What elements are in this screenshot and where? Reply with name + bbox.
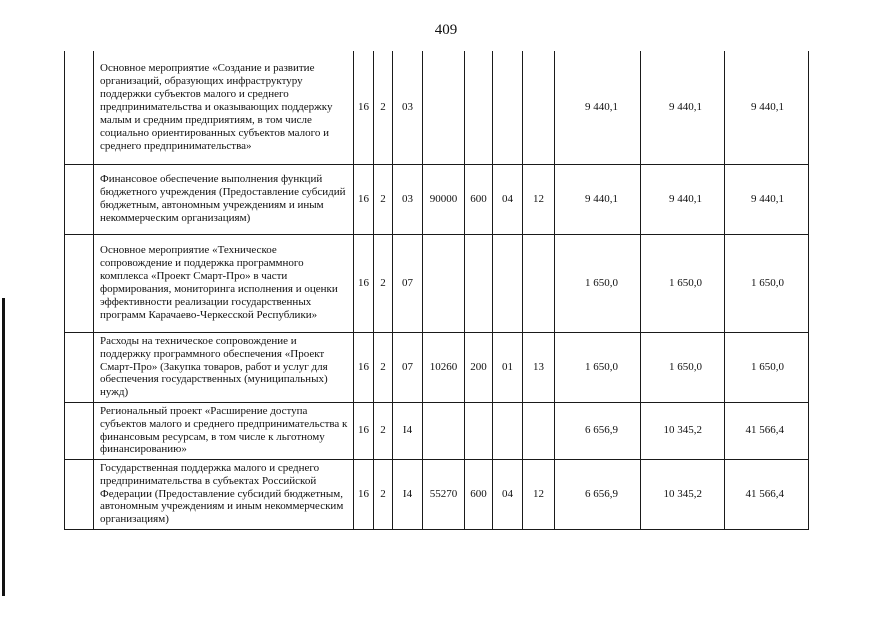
table-row [65,402,809,459]
code-cell: 2 [374,332,393,402]
amount-cell: 9 440,1 [555,164,641,234]
amount-cell: 9 440,1 [555,51,641,164]
code-cell: 03 [393,164,423,234]
code-cell [423,402,465,459]
code-cell: 12 [523,459,555,529]
code-cell: 2 [374,459,393,529]
amount-cell: 1 650,0 [555,234,641,332]
code-cell: 12 [523,164,555,234]
code-cell: 16 [354,164,374,234]
margin-line [2,298,5,596]
code-cell [523,234,555,332]
amount-cell: 9 440,1 [725,51,809,164]
code-cell: I4 [393,459,423,529]
amount-cell: 1 650,0 [725,332,809,402]
code-cell: 16 [354,459,374,529]
code-cell: 16 [354,51,374,164]
amount-cell: 1 650,0 [555,332,641,402]
item-name: Расходы на техническое сопровождение и поддержку программного обеспечения «Проект Смарт-Про» (Закупка товаров, работ и услуг для обеспечения государственных (муниципальных) нужд) [94,332,354,402]
code-cell: 90000 [423,164,465,234]
amount-cell: 10 345,2 [641,459,725,529]
code-cell: 200 [465,332,493,402]
blank-cell [65,402,94,459]
item-name: Финансовое обеспечение выполнения функций бюджетного учреждения (Предоставление субсидий бюджетным, автономным учреждениям и иным некоммерческим организациям) [94,164,354,234]
code-cell: 03 [393,51,423,164]
amount-cell: 1 650,0 [641,234,725,332]
code-cell: 2 [374,402,393,459]
blank-cell [65,164,94,234]
code-cell [423,234,465,332]
code-cell: I4 [393,402,423,459]
table-row [65,164,809,234]
code-cell [493,234,523,332]
code-cell: 600 [465,459,493,529]
amount-cell: 10 345,2 [641,402,725,459]
code-cell [493,402,523,459]
item-name: Государственная поддержка малого и среднего предпринимательства в субъектах Российской Федерации (Предоставление субсидий бюджетным, автономным учреждениям и иным некоммерческим организациям) [94,459,354,529]
table-row [65,234,809,332]
amount-cell: 41 566,4 [725,402,809,459]
budget-table [64,51,809,530]
item-name: Основное мероприятие «Техническое сопровождение и поддержка программного комплекса «Проект Смарт-Про» в части формирования, мониторинга исполнения и оценки эффективности реализации государственных программ Карачаево-Черкесской Республики» [94,234,354,332]
blank-cell [65,459,94,529]
amount-cell: 9 440,1 [641,164,725,234]
page-number: 409 [434,22,458,38]
item-name: Основное мероприятие «Создание и развитие организаций, образующих инфраструктуру поддержки субъектов малого и среднего предпринимательства и оказывающих поддержку малым и средним предприятиям, в том числе социально ориентированных субъектов малого и среднего предпринимательства» [94,51,354,164]
blank-cell [65,51,94,164]
code-cell: 55270 [423,459,465,529]
code-cell: 600 [465,164,493,234]
code-cell: 16 [354,332,374,402]
code-cell [523,51,555,164]
amount-cell: 9 440,1 [725,164,809,234]
code-cell: 2 [374,51,393,164]
code-cell [493,51,523,164]
amount-cell: 9 440,1 [641,51,725,164]
code-cell: 16 [354,402,374,459]
code-cell: 07 [393,234,423,332]
table-row [65,332,809,402]
amount-cell: 1 650,0 [641,332,725,402]
table-row [65,51,809,164]
amount-cell: 1 650,0 [725,234,809,332]
code-cell [465,51,493,164]
amount-cell: 6 656,9 [555,459,641,529]
code-cell: 07 [393,332,423,402]
amount-cell: 6 656,9 [555,402,641,459]
code-cell: 04 [493,459,523,529]
code-cell: 01 [493,332,523,402]
code-cell: 04 [493,164,523,234]
code-cell [465,234,493,332]
code-cell: 13 [523,332,555,402]
code-cell [423,51,465,164]
blank-cell [65,332,94,402]
blank-cell [65,234,94,332]
code-cell: 16 [354,234,374,332]
amount-cell: 41 566,4 [725,459,809,529]
code-cell [465,402,493,459]
table-row [65,459,809,529]
code-cell: 10260 [423,332,465,402]
code-cell [523,402,555,459]
code-cell: 2 [374,164,393,234]
item-name: Региональный проект «Расширение доступа субъектов малого и среднего предпринимательства к финансовым ресурсам, в том числе к льготному финансированию» [94,402,354,459]
code-cell: 2 [374,234,393,332]
